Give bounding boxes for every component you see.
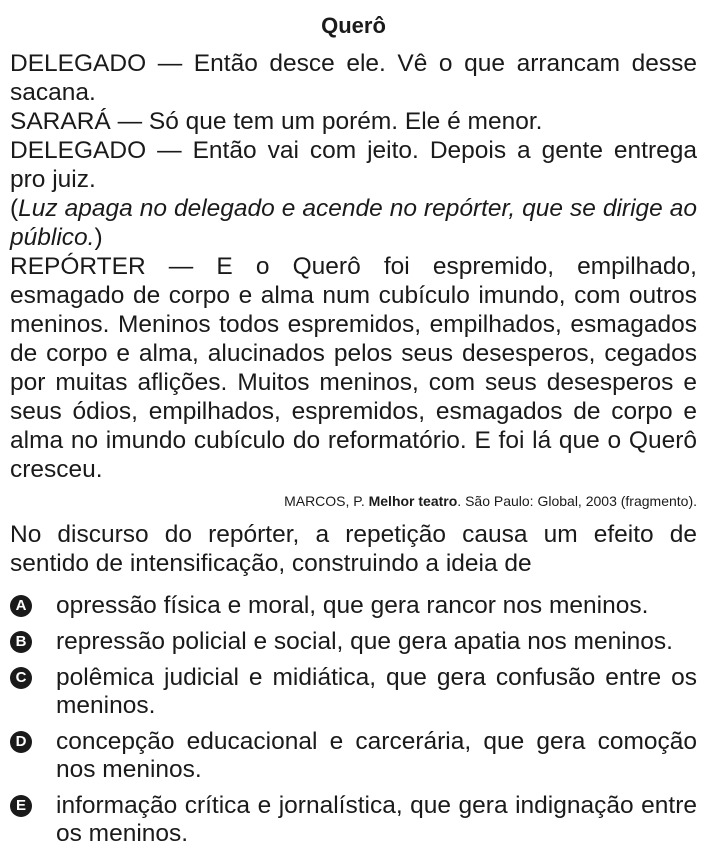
dialogue-dash: — <box>146 50 194 77</box>
text-title: Querô <box>321 13 386 38</box>
reporter-text: E o Querô foi espremido, empilhado, esmagado de corpo e alma num cubículo imundo, com outros meninos. Meninos todos espremidos, empilhados, esmagados de corpo e alma, alucinados pelos seus desesperos, cegados por muitas aflições. Muitos meninos, com seus desesperos e seus ódios, empilhados, espremidos, esmagados de corpo e alma no imundo cubículo do reformatório. E foi lá que o Querô cresceu. <box>10 253 697 483</box>
dialogue-text: Então vai com jeito. Depois a gente entrega pro juiz. <box>10 137 697 193</box>
dialogue-line <box>10 136 697 194</box>
dialogue-dash: — <box>145 253 217 280</box>
speaker-name: DELEGADO <box>10 137 147 164</box>
option-text: concepção educacional e carcerária, que gera comoção nos meninos. <box>56 728 697 783</box>
speaker-name: REPÓRTER <box>10 253 146 280</box>
option-letter-badge: E <box>10 795 32 817</box>
answer-options <box>10 592 697 848</box>
source-work: Melhor teatro <box>368 493 458 509</box>
speaker-name: SARARÁ <box>10 108 111 135</box>
stage-close-paren: ) <box>94 224 103 251</box>
play-excerpt <box>10 49 697 484</box>
option-letter-badge: C <box>10 667 32 689</box>
option-b[interactable] <box>10 628 697 656</box>
source-citation <box>10 492 697 510</box>
option-c[interactable] <box>10 664 697 720</box>
option-d[interactable] <box>10 728 697 784</box>
reporter-speech <box>10 252 697 484</box>
question-stem: No discurso do repórter, a repetição causa um efeito de sentido de intensificação, construindo a ideia de <box>10 521 697 577</box>
option-a[interactable] <box>10 592 697 620</box>
dialogue-line <box>10 49 697 107</box>
dialogue-text: Só que tem um porém. Ele é menor. <box>148 108 543 135</box>
source-author: MARCOS, P. <box>284 493 369 509</box>
option-e[interactable] <box>10 792 697 848</box>
option-text: repressão policial e social, que gera apatia nos meninos. <box>56 628 673 655</box>
dialogue-text: Então desce ele. Vê o que arrancam desse sacana. <box>10 50 697 106</box>
source-details: . São Paulo: Global, 2003 (fragmento). <box>457 493 697 509</box>
option-letter-badge: D <box>10 731 32 753</box>
dialogue-line <box>10 107 697 136</box>
speaker-name: DELEGADO <box>10 50 147 77</box>
dialogue-dash: — <box>146 137 193 164</box>
option-letter-badge: B <box>10 631 32 653</box>
option-letter-badge: A <box>10 595 32 617</box>
dialogue-dash: — <box>110 108 149 135</box>
option-text: opressão física e moral, que gera rancor nos meninos. <box>56 592 649 619</box>
stage-direction <box>10 194 697 252</box>
option-text: informação crítica e jornalística, que gera indignação entre os meninos. <box>56 792 697 847</box>
option-text: polêmica judicial e midiática, que gera confusão entre os meninos. <box>56 664 697 719</box>
stage-direction-text: Luz apaga no delegado e acende no repórter, que se dirige ao público. <box>10 195 697 251</box>
stage-open-paren: ( <box>10 195 19 222</box>
